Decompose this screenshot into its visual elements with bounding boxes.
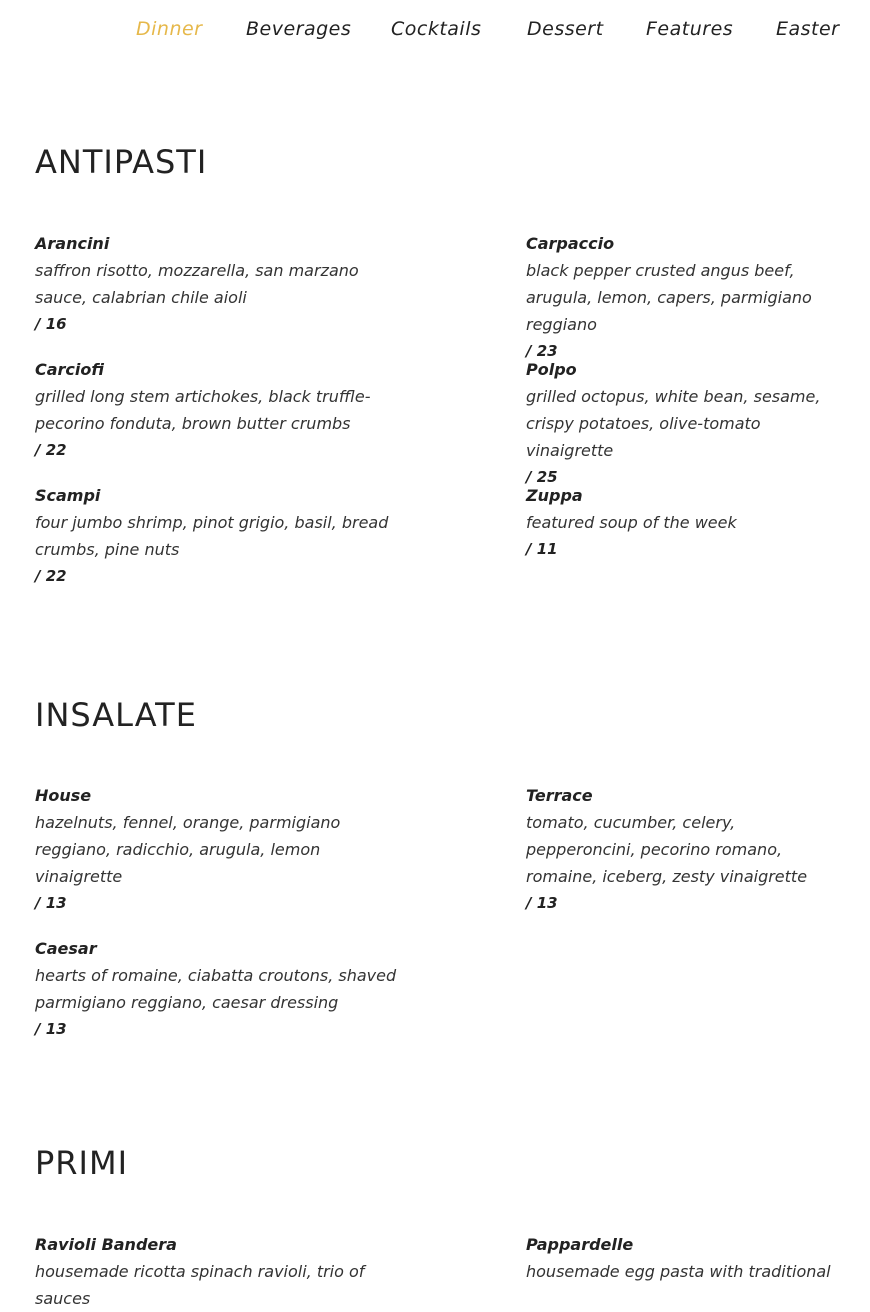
menu-item-arancini [35,230,400,338]
nav-easter[interactable]: Easter [776,18,840,40]
item-description: black pepper crusted angus beef, arugula, lemon, capers, parmigiano reggiano [526,261,812,334]
menu-item-caesar [35,935,400,1043]
item-price: / 22 [35,567,67,585]
section-title-antipasti: ANTIPASTI [35,143,208,181]
item-name: Carpaccio [526,234,615,253]
item-name: Arancini [35,234,110,253]
item-price: / 16 [35,315,67,333]
item-price: / 25 [526,468,558,486]
item-description: housemade egg pasta with traditional [526,1262,831,1281]
menu-item-scampi [35,482,400,590]
item-price: / 23 [526,342,558,360]
item-description: housemade ricotta spinach ravioli, trio of sauces [35,1262,365,1308]
item-name: House [35,786,92,805]
menu-item-pappardelle [526,1231,846,1285]
section-title-primi: PRIMI [35,1144,129,1182]
item-name: Caesar [35,939,97,958]
nav-dessert[interactable]: Dessert [527,18,604,40]
item-price: / 13 [35,894,67,912]
item-description: tomato, cucumber, celery, pepperoncini, pecorino romano, romaine, iceberg, zesty vinaigrette [526,813,808,886]
top-navigation [0,18,870,48]
menu-item-terrace [526,782,846,917]
nav-features[interactable]: Features [646,18,734,40]
item-name: Ravioli Bandera [35,1235,177,1254]
item-description: hazelnuts, fennel, orange, parmigiano reggiano, radicchio, arugula, lemon vinaigrette [35,813,341,886]
menu-item-carpaccio [526,230,846,365]
menu-item-zuppa [526,482,846,563]
menu-item-carciofi [35,356,400,464]
item-description: hearts of romaine, ciabatta croutons, shaved parmigiano reggiano, caesar dressing [35,966,397,1012]
item-name: Polpo [526,360,577,379]
item-price: / 22 [35,441,67,459]
item-description: grilled octopus, white bean, sesame, crispy potatoes, olive-tomato vinaigrette [526,387,821,460]
menu-item-ravioli-bandera [35,1231,400,1312]
nav-cocktails[interactable]: Cocktails [391,18,482,40]
item-price: / 11 [526,540,558,558]
item-description: grilled long stem artichokes, black truffle-pecorino fonduta, brown butter crumbs [35,387,371,433]
section-title-insalate: INSALATE [35,696,197,734]
item-name: Terrace [526,786,593,805]
item-price: / 13 [35,1020,67,1038]
item-description: four jumbo shrimp, pinot grigio, basil, bread crumbs, pine nuts [35,513,389,559]
menu-item-house [35,782,400,917]
item-name: Scampi [35,486,101,505]
item-name: Carciofi [35,360,104,379]
item-description: saffron risotto, mozzarella, san marzano sauce, calabrian chile aioli [35,261,359,307]
nav-dinner[interactable]: Dinner [136,18,203,40]
menu-item-polpo [526,356,846,491]
item-name: Zuppa [526,486,583,505]
nav-beverages[interactable]: Beverages [246,18,352,40]
item-name: Pappardelle [526,1235,634,1254]
item-description: featured soup of the week [526,513,737,532]
item-price: / 13 [526,894,558,912]
